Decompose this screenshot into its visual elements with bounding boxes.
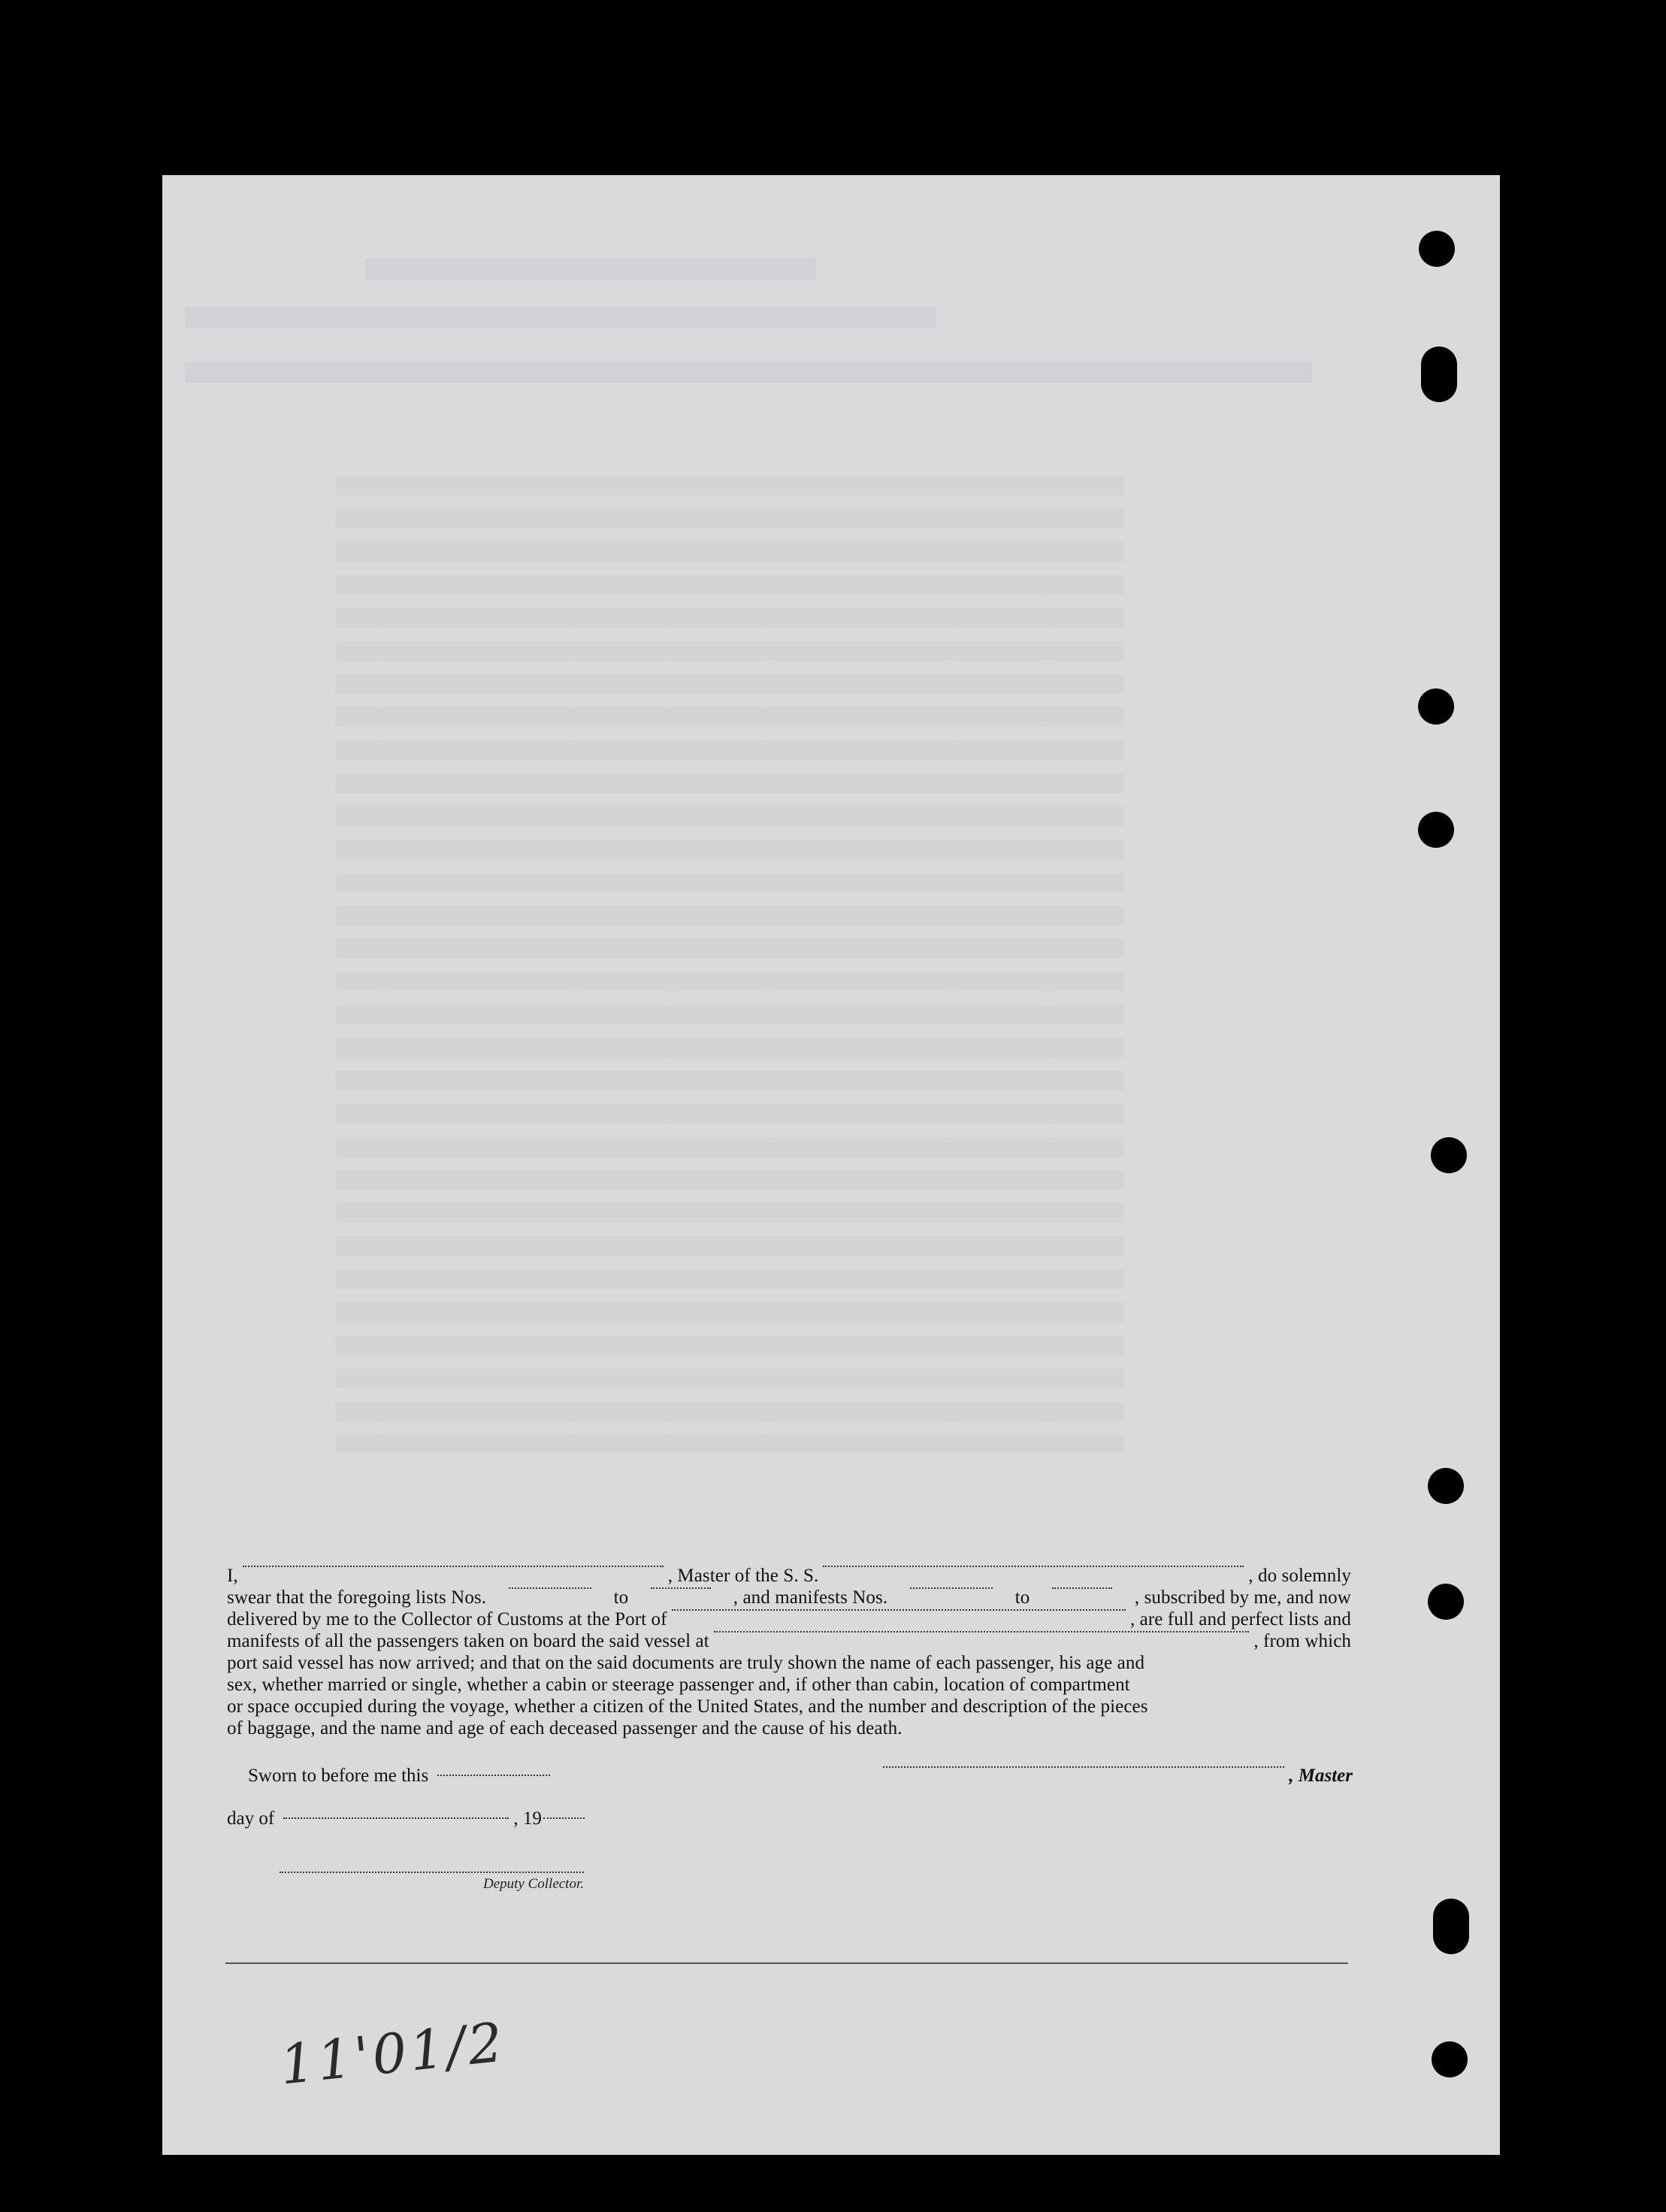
binder-hole	[1433, 1899, 1469, 1954]
oath-text: delivered by me to the Collector of Customs at the Port of	[227, 1609, 667, 1629]
blank-field-master-signature	[883, 1766, 1284, 1768]
binder-hole	[1418, 812, 1454, 848]
day-of-line	[227, 1808, 589, 1829]
deputy-collector-signature-line	[280, 1872, 584, 1893]
sworn-line	[248, 1766, 555, 1787]
bleed-through-text	[185, 362, 1312, 383]
master-oath-paragraph	[227, 1565, 1351, 1739]
binder-hole	[1428, 1584, 1464, 1620]
sworn-label: Sworn to before me this	[248, 1766, 429, 1786]
oath-line-6	[227, 1674, 1351, 1696]
oath-line-2	[227, 1587, 1351, 1608]
document-page	[162, 175, 1500, 2155]
blank-field-ship-name	[823, 1565, 1244, 1567]
bleed-through-text	[185, 307, 936, 328]
oath-text: or space occupied during the voyage, whether a citizen of the United States, and the number and description of the pieces	[227, 1696, 1148, 1717]
oath-line-3	[227, 1608, 1351, 1630]
oath-text: of baggage, and the name and age of each deceased passenger and the cause of his death.	[227, 1718, 903, 1738]
oath-text: to	[1014, 1587, 1030, 1608]
oath-text: manifests of all the passengers taken on board the said vessel at	[227, 1631, 709, 1651]
day-of-label: day of	[227, 1808, 275, 1829]
oath-line-1	[227, 1565, 1351, 1587]
oath-line-4	[227, 1630, 1351, 1652]
binder-hole	[1419, 231, 1455, 267]
blank-field-departure-port	[714, 1630, 1250, 1633]
oath-text: I,	[227, 1566, 238, 1586]
oath-line-5	[227, 1652, 1351, 1674]
bleed-through-text	[365, 258, 816, 280]
oath-text: to	[613, 1587, 629, 1608]
oath-line-7	[227, 1696, 1351, 1717]
master-label: , Master	[1289, 1766, 1353, 1786]
blank-field-manifest-to	[1052, 1587, 1112, 1589]
blank-field-manifest-from	[910, 1587, 993, 1589]
binder-hole	[1432, 2041, 1468, 2077]
oath-text: , and manifests Nos.	[733, 1587, 888, 1608]
horizontal-rule	[225, 1962, 1348, 1964]
year-label: , 19	[513, 1808, 542, 1829]
blank-field-master-name	[243, 1565, 664, 1567]
oath-text: , are full and perfect lists and	[1129, 1609, 1351, 1629]
binder-hole	[1428, 1468, 1464, 1504]
blank-field-sworn-day	[437, 1774, 550, 1776]
blank-field-year	[543, 1817, 585, 1819]
blank-field-month	[283, 1817, 509, 1819]
oath-text: swear that the foregoing lists Nos.	[227, 1587, 487, 1608]
oath-text: , do solemnly	[1248, 1566, 1351, 1586]
oath-line-8	[227, 1717, 1351, 1739]
binder-hole	[1418, 688, 1454, 725]
master-signature-line	[883, 1766, 1353, 1787]
oath-text: port said vessel has now arrived; and that on the said documents are truly shown the name of each passenger, his age and	[227, 1653, 1145, 1673]
oath-text: sex, whether married or single, whether a cabin or steerage passenger and, if other than cabin, location of compartment	[227, 1675, 1130, 1695]
handwritten-note: 11'01/2	[277, 2010, 509, 2097]
oath-text: , Master of the S. S.	[667, 1566, 819, 1586]
oath-text: , from which	[1253, 1631, 1351, 1651]
deputy-collector-label: Deputy Collector.	[482, 1876, 584, 1892]
blank-field-list-from	[509, 1587, 591, 1589]
blank-field-list-to	[651, 1587, 711, 1589]
bleed-through-columns	[335, 476, 1124, 1453]
binder-hole	[1431, 1137, 1467, 1173]
binder-hole	[1421, 346, 1457, 402]
blank-field-port	[672, 1608, 1126, 1611]
oath-text: , subscribed by me, and now	[1134, 1587, 1351, 1608]
